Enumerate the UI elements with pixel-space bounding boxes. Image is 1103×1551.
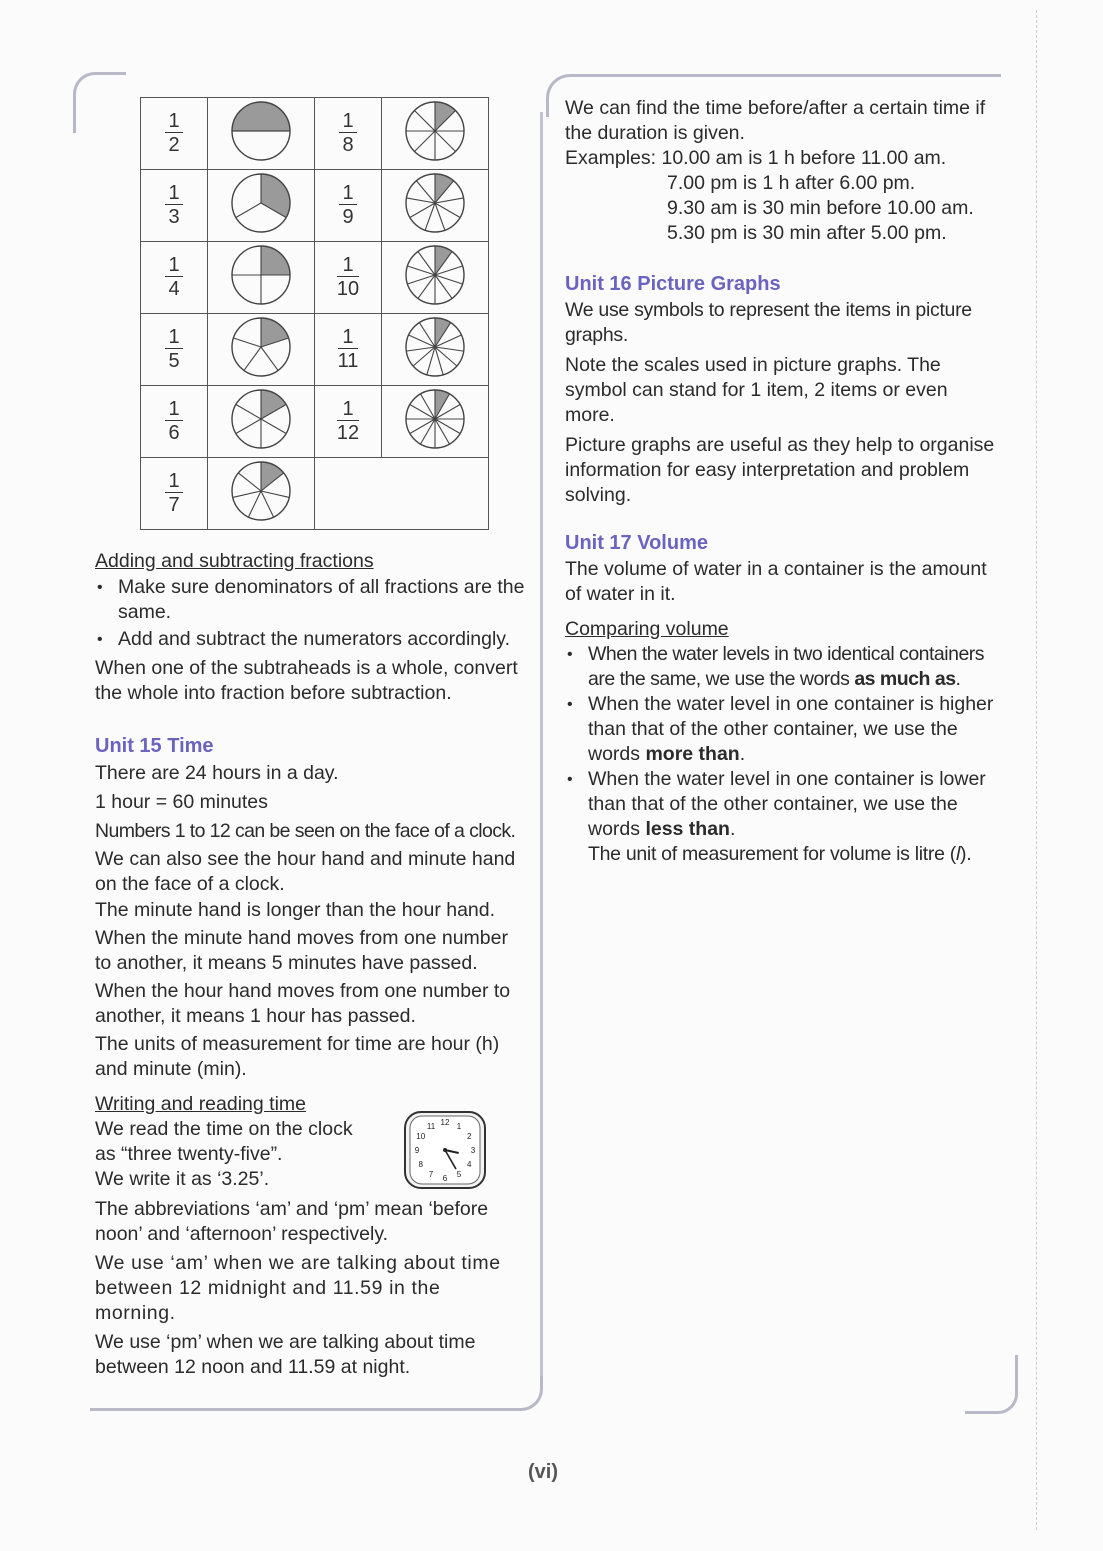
unit17-intro: The volume of water in a container is the amount of water in it. [565, 558, 987, 605]
clock-number: 12 [440, 1118, 450, 1127]
clock-center [443, 1148, 447, 1152]
fraction-numerator: 1 [338, 327, 359, 349]
divider-line [418, 275, 435, 298]
fraction-circle-cell [208, 242, 315, 314]
comparing-heading: Comparing volume [565, 618, 729, 640]
fraction [165, 111, 182, 155]
fraction-circle-5 [229, 315, 293, 379]
empty-cell [315, 458, 489, 530]
clock-number: 11 [426, 1121, 436, 1131]
divider-line [435, 203, 445, 230]
fraction-circle-cell [382, 386, 489, 458]
unit15-line-8: The units of measurement for time are hour (h) and minute (min). [95, 1033, 500, 1080]
fraction-row [141, 170, 489, 242]
fraction-numerator: 1 [165, 255, 182, 277]
clock-number: 9 [414, 1146, 420, 1155]
fraction-circle-11 [403, 315, 467, 379]
shaded-part [232, 102, 290, 131]
unit16-heading: Unit 16 Picture Graphs [565, 273, 781, 295]
adding-heading: Adding and subtracting fractions [95, 550, 374, 572]
fraction [337, 255, 359, 299]
fraction-denominator: 8 [342, 134, 354, 156]
fraction-denominator: 6 [168, 422, 180, 444]
fraction [339, 111, 356, 155]
fraction-denominator: 2 [168, 134, 180, 156]
divider-line [410, 203, 435, 218]
clock-number: 4 [467, 1160, 472, 1169]
fraction-table [140, 97, 489, 530]
fraction-numerator: 1 [165, 399, 182, 421]
fraction-label-cell [315, 242, 382, 314]
divider-line [244, 347, 261, 370]
page-number: (vi) [528, 1461, 558, 1483]
divider-line [414, 131, 435, 152]
clock-number: 3 [470, 1146, 476, 1155]
adding-bullet-2: • Add and subtract the numerators accordingly. [95, 627, 527, 652]
clock-icon [401, 1110, 487, 1195]
page-edge [1036, 10, 1037, 1530]
unit15-heading: Unit 15 Time [95, 735, 214, 757]
fraction-label-cell [315, 170, 382, 242]
fraction-circle-12 [403, 387, 467, 451]
fraction-label-cell [141, 170, 208, 242]
clock-number: 7 [428, 1170, 434, 1180]
fraction [339, 183, 356, 227]
shaded-part [261, 462, 284, 491]
adding-bullet-1: • Make sure denominators of all fractions are the same. [95, 575, 527, 625]
fraction-label-cell [315, 98, 382, 170]
clock-number: 8 [418, 1160, 423, 1169]
right-column [565, 96, 997, 867]
fraction-circle-8 [403, 99, 467, 163]
unit16-line-1: We use symbols to represent the items in picture graphs. [565, 299, 972, 346]
shaded-part [261, 390, 286, 419]
fraction-circle-cell [382, 98, 489, 170]
column-divider [540, 112, 543, 1382]
fraction-numerator: 1 [337, 399, 359, 421]
fraction-label-cell [141, 98, 208, 170]
volume-unit-note: The unit of measurement for volume is litre (l). [588, 843, 972, 865]
divider-line [261, 491, 274, 517]
divider-line [261, 491, 289, 497]
fraction [165, 183, 182, 227]
fraction-circle-cell [382, 242, 489, 314]
fraction-denominator: 9 [342, 206, 354, 228]
fraction-circle-cell [382, 170, 489, 242]
fraction-circle-6 [229, 387, 293, 451]
writing-line-2: as “three twenty-five”. [95, 1143, 283, 1165]
divider-line [425, 203, 435, 230]
fraction-circle-9 [403, 171, 467, 235]
fraction-label-cell [141, 314, 208, 386]
divider-line [435, 131, 456, 152]
am-pm-line-1: The abbreviations ‘am’ and ‘pm’ mean ‘before noon’ and ‘afternoon’ respectively. [95, 1198, 489, 1245]
comparing-bullet-1: • When the water levels in two identical containers are the same, we use the words as much as. [565, 642, 997, 692]
frame-corner-top-left [73, 72, 126, 133]
writing-heading: Writing and reading time [95, 1093, 306, 1115]
fraction [338, 327, 359, 371]
fraction-numerator: 1 [165, 471, 182, 493]
divider-line [435, 275, 452, 298]
comparing-bullet-3: • When the water level in one container is lower than that of the other container, we use the words less than. [565, 767, 997, 842]
am-pm-line-2: We use ‘am’ when we are talking about time between 12 midnight and 11.59 in the morning. [95, 1252, 501, 1324]
unit15-line-6: When the minute hand moves from one number to another, it means 5 minutes have passed. [95, 927, 508, 974]
divider-line [236, 405, 261, 420]
fraction-numerator: 1 [337, 255, 359, 277]
unit15-line-1: There are 24 hours in a day. [95, 762, 339, 784]
unit15-line-7: When the hour hand moves from one number to another, it means 1 hour has passed. [95, 980, 511, 1027]
unit15-line-5: The minute hand is longer than the hour hand. [95, 899, 496, 921]
fraction-circle-cell [208, 458, 315, 530]
divider-line [233, 338, 261, 347]
fraction-denominator: 3 [168, 206, 180, 228]
fraction-row [141, 314, 489, 386]
fraction-circle-10 [403, 243, 467, 307]
fraction-row [141, 386, 489, 458]
writing-line-3: We write it as ‘3.25’. [95, 1168, 270, 1190]
clock-number: 2 [467, 1132, 472, 1141]
divider-line [238, 473, 261, 491]
clock-number: 1 [456, 1121, 462, 1131]
adding-note: When one of the subtraheads is a whole, convert the whole into fraction before subtraction. [95, 657, 518, 704]
fraction-denominator: 10 [336, 278, 360, 300]
fraction-circle-cell [208, 386, 315, 458]
fraction-label-cell [141, 386, 208, 458]
fraction-row [141, 458, 489, 530]
am-pm-line-3: We use ‘pm’ when we are talking about time between 12 noon and 11.59 at night. [95, 1331, 476, 1378]
fraction-circle-cell [208, 314, 315, 386]
time-intro: We can find the time before/after a certain time if the duration is given. [565, 97, 986, 144]
example-3: 9.30 am is 30 min before 10.00 am. [667, 197, 974, 219]
fraction-numerator: 1 [165, 183, 182, 205]
fraction [165, 399, 182, 443]
fraction-label-cell [141, 242, 208, 314]
fraction-circle-4 [229, 243, 293, 307]
fraction-numerator: 1 [339, 183, 356, 205]
fraction-denominator: 7 [168, 494, 180, 516]
divider-line [261, 347, 278, 370]
unit17-heading: Unit 17 Volume [565, 532, 708, 554]
unit16-line-3: Picture graphs are useful as they help to organise information for easy interpretation and problem solving. [565, 434, 995, 506]
fraction-label-cell [141, 458, 208, 530]
fraction-denominator: 11 [337, 350, 359, 372]
fraction-denominator: 5 [168, 350, 180, 372]
divider-line [236, 419, 261, 434]
fraction-denominator: 4 [168, 278, 180, 300]
writing-line-1: We read the time on the clock [95, 1118, 353, 1140]
divider-line [435, 275, 463, 284]
divider-line [236, 203, 261, 218]
fraction [165, 255, 182, 299]
fraction-circle-7 [229, 459, 293, 523]
fraction-label-cell [315, 386, 382, 458]
fraction [337, 399, 359, 443]
fraction-numerator: 1 [165, 327, 182, 349]
fraction-circle-cell [208, 98, 315, 170]
left-column [95, 549, 527, 1380]
fraction-circle-3 [229, 171, 293, 235]
fraction-circle-cell [208, 170, 315, 242]
frame-corner-bottom-right [965, 1355, 1018, 1414]
fraction-label-cell [315, 314, 382, 386]
fraction-row [141, 242, 489, 314]
comparing-bullet-2: • When the water level in one container is higher than that of the other container, we use the words more than. [565, 692, 997, 767]
clock-number: 5 [456, 1170, 462, 1180]
fraction-numerator: 1 [339, 111, 356, 133]
divider-line [435, 203, 460, 218]
divider-line [248, 491, 261, 517]
divider-line [414, 110, 435, 131]
fraction-denominator: 12 [336, 422, 360, 444]
fraction [165, 471, 182, 515]
examples-label: Examples: [565, 147, 657, 169]
divider-line [407, 266, 435, 275]
example-2: 7.00 pm is 1 h after 6.00 pm. [667, 172, 916, 194]
unit16-line-2: Note the scales used in picture graphs. The symbol can stand for 1 item, 2 items or even more. [565, 354, 948, 426]
divider-line [261, 419, 286, 434]
fraction [165, 327, 182, 371]
clock-number: 6 [442, 1174, 448, 1183]
example-4: 5.30 pm is 30 min after 5.00 pm. [667, 222, 947, 244]
unit15-line-4: We can also see the hour hand and minute hand on the face of a clock. [95, 848, 516, 895]
shaded-part [435, 102, 456, 131]
unit15-line-2: 1 hour = 60 minutes [95, 791, 268, 813]
fraction-row [141, 98, 489, 170]
unit15-line-3: Numbers 1 to 12 can be seen on the face of a clock. [95, 820, 516, 842]
frame-border-bottom-left [90, 1376, 543, 1411]
example-1: 10.00 am is 1 h before 11.00 am. [661, 147, 947, 169]
divider-line [233, 491, 261, 497]
divider-line [407, 275, 435, 284]
fraction-numerator: 1 [165, 111, 182, 133]
fraction-circle-2 [229, 99, 293, 163]
fraction-circle-cell [382, 314, 489, 386]
clock-number: 10 [416, 1132, 426, 1141]
divider-line [418, 252, 435, 275]
